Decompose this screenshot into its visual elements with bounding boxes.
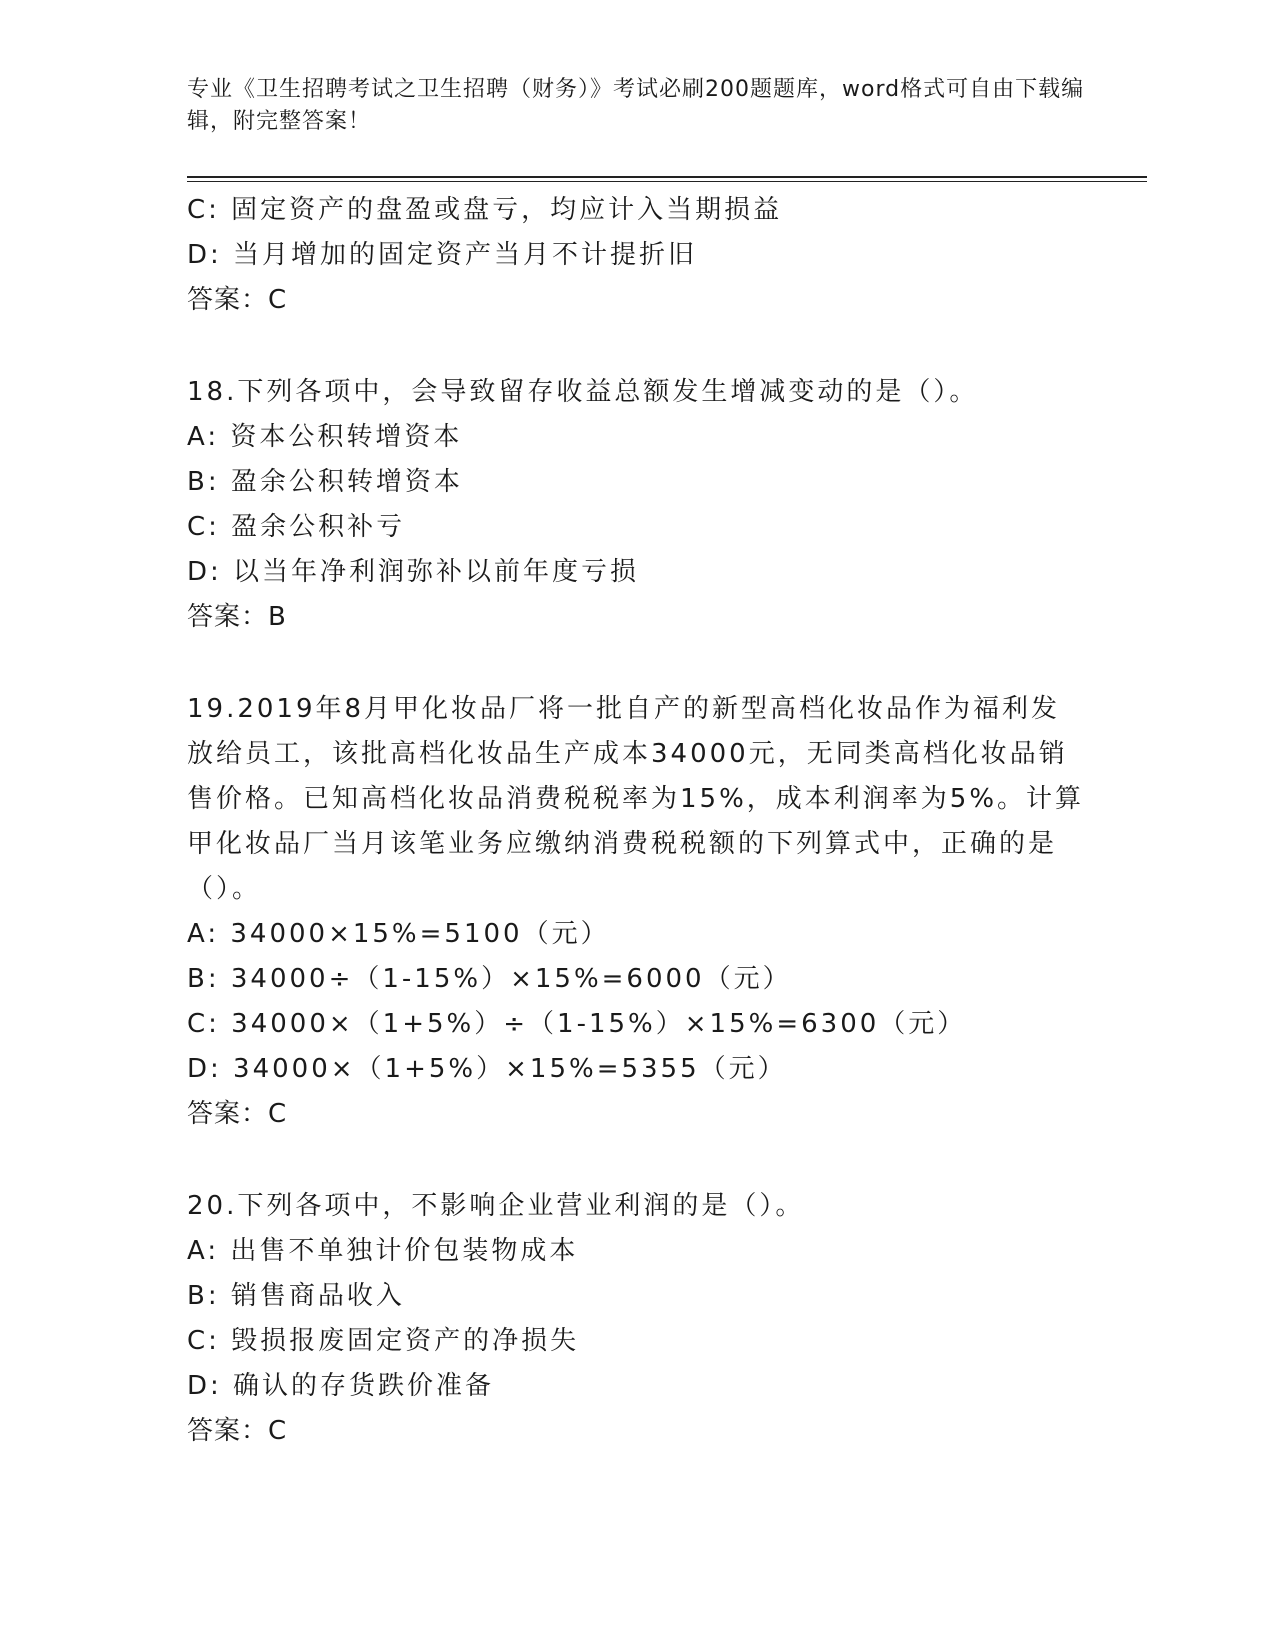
question-stem: 18.下列各项中，会导致留存收益总额发生增减变动的是（）。	[187, 377, 979, 407]
answer-line: 答案：B	[187, 602, 287, 632]
question-17-continuation	[187, 188, 1087, 323]
header-text: 专业《卫生招聘考试之卫生招聘（财务）》考试必刷200题题库，word格式可自由下载编辑，附完整答案！	[187, 77, 1085, 134]
question-stem: 19.2019年8月甲化妆品厂将一批自产的新型高档化妆品作为福利发放给员工，该批高档化妆品生产成本34000元，无同类高档化妆品销售价格。已知高档化妆品消费税税率为15%，成本利润率为5%。计算甲化妆品厂当月该笔业务应缴纳消费税税额的下列算式中，正确的是（）。	[187, 694, 1085, 904]
question-stem: 20.下列各项中，不影响企业营业利润的是（）。	[187, 1191, 805, 1221]
option-d: D: 确认的存货跌价准备	[187, 1371, 495, 1401]
document-header	[187, 74, 1087, 138]
option-d: D: 以当年净利润弥补以前年度亏损	[187, 557, 640, 587]
question-18	[187, 370, 1087, 640]
option-b: B: 34000÷（1-15%）×15%=6000（元）	[187, 964, 792, 994]
answer-line: 答案：C	[187, 1416, 288, 1446]
option-c: C: 毁损报废固定资产的净损失	[187, 1326, 580, 1356]
option-c: C: 盈余公积补亏	[187, 512, 406, 542]
spacer	[187, 1137, 1087, 1184]
option-a: A: 34000×15%=5100（元）	[187, 919, 610, 949]
answer-line: 答案：C	[187, 1099, 288, 1129]
answer-line: 答案：C	[187, 285, 288, 315]
spacer	[187, 640, 1087, 687]
option-d: D: 当月增加的固定资产当月不计提折旧	[187, 240, 698, 270]
header-rule-thin	[187, 181, 1147, 182]
spacer	[187, 323, 1087, 370]
option-a: A: 资本公积转增资本	[187, 422, 463, 452]
document-body	[187, 188, 1087, 1454]
option-c: C: 固定资产的盘盈或盘亏，均应计入当期损益	[187, 195, 783, 225]
option-b: B: 销售商品收入	[187, 1281, 405, 1311]
header-rule-thick	[187, 176, 1147, 178]
question-19	[187, 687, 1087, 1137]
option-c: C: 34000×（1+5%）÷（1-15%）×15%=6300（元）	[187, 1009, 967, 1039]
option-b: B: 盈余公积转增资本	[187, 467, 463, 497]
option-d: D: 34000×（1+5%）×15%=5355（元）	[187, 1054, 787, 1084]
option-a: A: 出售不单独计价包装物成本	[187, 1236, 579, 1266]
question-20	[187, 1184, 1087, 1454]
